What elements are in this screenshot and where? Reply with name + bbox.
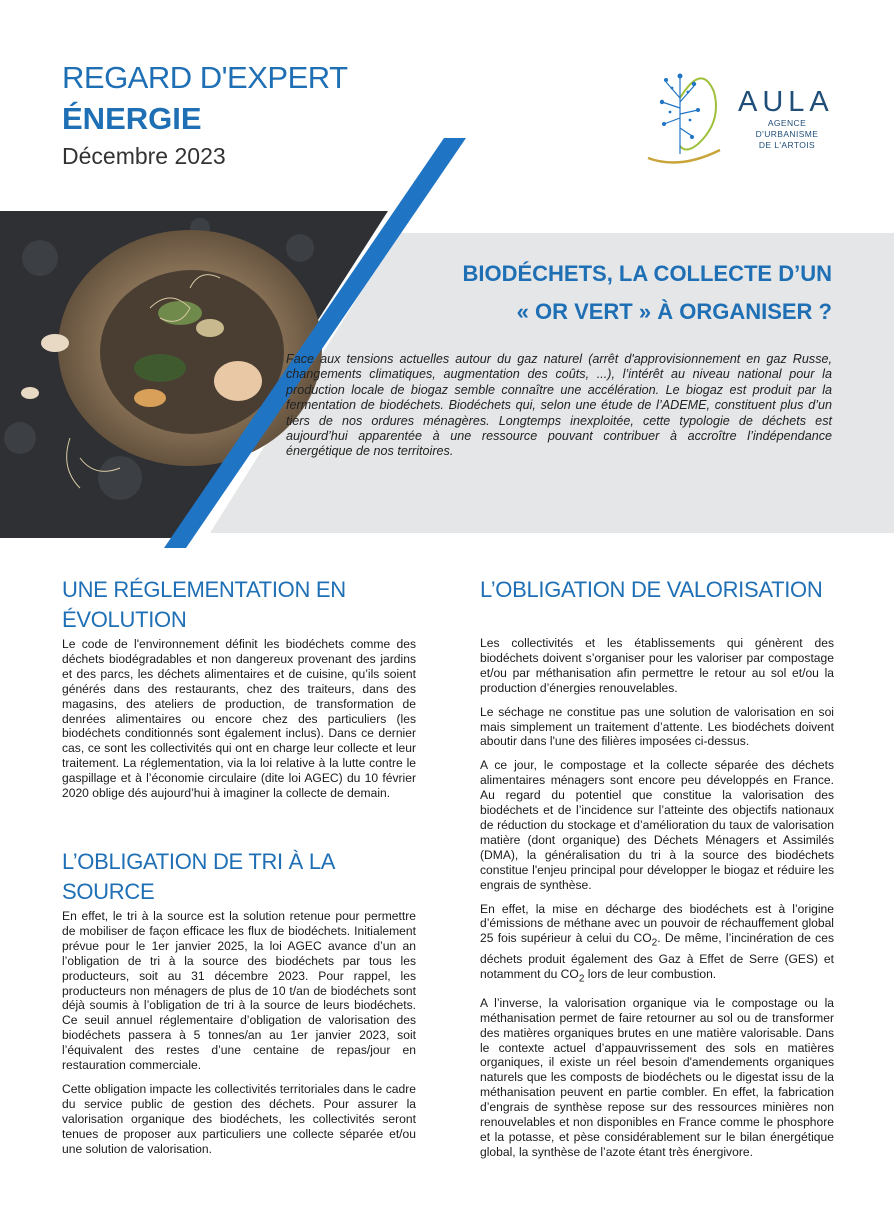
logo-subtitle-line2: DE L'ARTOIS	[758, 140, 816, 150]
paragraph-reglementation: Le code de l'environnement définit les biodéchets comme des déchets biodégradables et non dangereux provenant des jardins et des parcs, les déchets alimentaires et de cuisine, qu’ils soient générés dans des restaurants, chez des traiteurs, dans des magasins, des ateliers de production, de transformation de denrées alimentaires ou encore chez des particuliers (les biodéchets conditionnés sont également inclus). Dans ce dernier cas, ce sont les collectivités qui ont en charge leur collecte et leur traitement. La réglementation, via la loi relative à la lutte contre le gaspillage et à l’économie circulaire (dite loi AGEC) du 10 février 2020 oblige dés aujourd’hui à imaginer la collecte de demain.	[62, 637, 416, 801]
report-topic: ÉNERGIE	[62, 101, 202, 136]
intro-paragraph: Face aux tensions actuelles autour du gaz naturel (arrêt d'approvisionnement en gaz Russe, changements climatiques, augmentation des coûts, ...), l’intérêt au niveau national pour la production locale de biogaz semble connaître une accélération. Le biogaz est produit par la fermentation de biodéchets. Biodéchets qui, selon une étude de l’ADEME, constituent plus d’un tiers de nos ordures ménagères. Longtemps inexploitée, cette typologie de déchets est aujourd’hui apparentée à une ressource pouvant contribuer à accroître l’indépendance énergétique de nos territoires.	[286, 352, 832, 459]
p4-part-b: . De même, l’incinération de ces déchets produit également des Gaz à Effet de Serre (GES) et notamment du CO	[480, 931, 834, 981]
egg-shell	[214, 361, 262, 401]
report-series-title: REGARD D'EXPERT	[62, 60, 348, 95]
paragraph-tri-source-2: Cette obligation impacte les collectivités territoriales dans le cadre du service public de gestion des déchets. Pour assurer la valorisation organique des biodéchets, les collectivités seront tenues de proposer aux particuliers une collecte séparée et/ou une solution de valorisation.	[62, 1081, 416, 1156]
banner-title-line2: « OR VERT » À ORGANISER ?	[516, 299, 832, 324]
paragraph-valorisation-5: A l’inverse, la valorisation organique via le compostage ou la méthanisation permet de faire retourner au sol ou de transformer des matières organiques brutes en une matière valorisable. Dans le contexte actuel d’appauvrissement des sols en matières organiques, il existe un réel besoin d'amendements organiques naturels que les composts de biodéchets ou le digestat issu de la méthanisation peuvent en partie combler. En effet, la fabrication d’engrais de synthèse repose sur des ressources minières non renouvelables et non disponibles en France comme le phosphore et la potasse, et pèse considérablement sur le bilan énergétique global, la synthèse de l’azote étant très énergivore.	[480, 995, 834, 1159]
section-title-tri-source: L’OBLIGATION DE TRI À LA SOURCE	[62, 848, 334, 904]
co2-subscript-1: 2	[651, 937, 658, 949]
paragraph-valorisation-2: Le séchage ne constitue pas une solution de valorisation en soi mais simplement un traitement d’attente. Les biodéchets doivent aboutir dans l'une des filières imposées ci-dessus.	[480, 704, 834, 749]
banner-title-line1: BIODÉCHETS, LA COLLECTE D’UN	[462, 261, 832, 286]
paragraph-tri-source-1: En effet, le tri à la source est la solution retenue pour permettre de mobiliser de façon efficace les flux de biodéchets. Initialement prévue pour le 1er janvier 2025, la loi AGEC avance d’un an l’obligation de tri à la source des biodéchets par tous les producteurs, soit au 31 décembre 2023. Pour rappel, les producteurs non ménagers de plus de 10 t/an de biodéchets sont déjà soumis à l’obligation de tri à la source de leurs biodéchets. Ce seuil annuel réglementaire d’obligation de valorisation des biodéchets passera à 5 tonnes/an au 1er janvier 2023, soit l’équivalent des restes d’une centaine de repas/jour en restauration commerciale.	[62, 908, 416, 1073]
p4-part-a: En effet, la mise en décharge des biodéchets est à l’origine d’émissions de méthane avec un pouvoir de réchauffement global 25 fois supérieur à celui du CO	[480, 901, 834, 946]
p4-part-c: lors de leur combustion.	[584, 966, 717, 981]
paragraph-valorisation-4	[480, 902, 834, 987]
report-date: Décembre 2023	[62, 143, 226, 169]
paragraph-valorisation-3: A ce jour, le compostage et la collecte séparée des déchets alimentaires ménagers sont encore peu développés en France. Au regard du potentiel que constitue la valorisation des biodéchets et de l’incidence sur l’atteinte des objectifs nationaux de réduction du stockage et d’amélioration du taux de valorisation matière (dont organique) des Déchets Ménagers et Assimilés (DMA), la généralisation du tri à la source des biodéchets constitue l'enjeu principal pour développer le biogaz et réduire les engrais de synthèse.	[480, 758, 834, 892]
left-column	[62, 575, 416, 1165]
section-title-valorisation: L’OBLIGATION DE VALORISATION	[480, 577, 823, 602]
logo-wordmark: AULA	[738, 86, 834, 118]
paragraph-valorisation-1: Les collectivités et les établissements qui génèrent des biodéchets doivent s’organiser pour les valoriser par compostage et/ou par méthanisation afin permettre le retour au sol et/ou la production d’énergies renouvelables.	[480, 636, 834, 695]
logo-subtitle-line1: AGENCE D'URBANISME	[755, 118, 819, 139]
banner-graphic	[0, 138, 894, 558]
section-title-reglementation: UNE RÉGLEMENTATION EN ÉVOLUTION	[62, 577, 346, 632]
right-column	[480, 575, 834, 1169]
banner-title	[392, 255, 832, 331]
co2-subscript-2: 2	[578, 972, 585, 984]
